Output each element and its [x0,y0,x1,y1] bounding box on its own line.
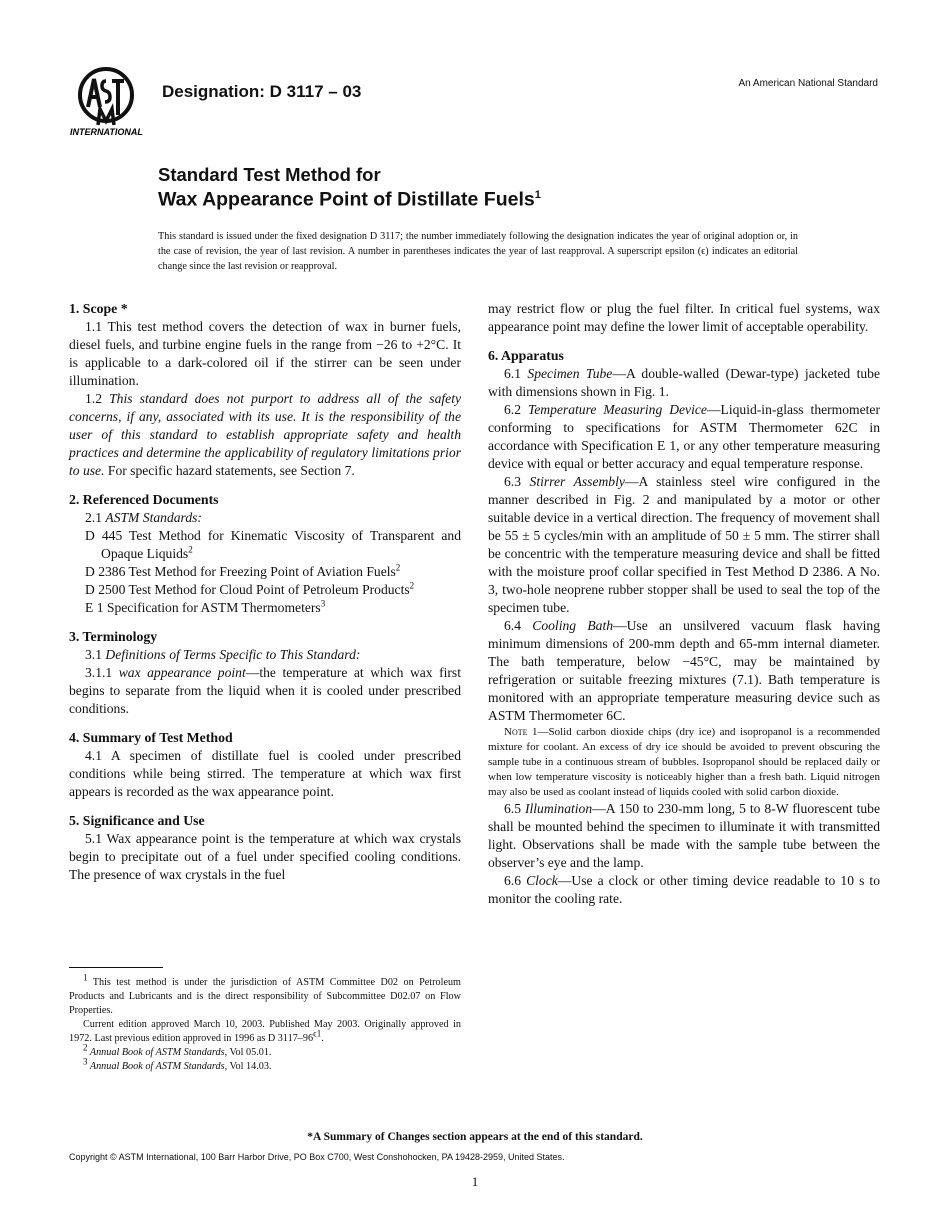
copyright: Copyright © ASTM International, 100 Barr Harbor Drive, PO Box C700, West Conshohocken, PA 19428-2959, United States. [69,1152,565,1162]
paragraph: 6.5 Illumination—A 150 to 230-mm long, 5 to 8-W fluorescent tube shall be mounted behind the specimen to illuminate it with transmitted light. Observations shall be made with the sample tube between the observer’s eye and the lamp. [488,801,880,870]
paragraph: 6.3 Stirrer Assembly—A stainless steel wire configured in the manner described in Fig. 2 and manipulated by a motor or other suitable device in a vertical direction. The frequency of movement shall be 55 ± 5 cycles/min with an amplitude of 50 ± 5 mm. The stirrer shall be concentric with the temperature measuring device and shall be fitted with the moisture proof collar specified in Test Method D 2386. A No. 3, two-hole neoprene rubber stopper shall be used to seal the top of the specimen tube. [488,474,880,615]
title-line-2: Wax Appearance Point of Distillate Fuels$^1$ [158,188,541,211]
section-heading: 4. Summary of Test Method [69,730,233,745]
left-column [69,300,461,884]
paragraph: 3.1.1 wax appearance point—the temperature at which wax first begins to separate from the liquid when it is cooled under prescribed conditions. [69,665,461,716]
astm-logo [68,67,150,139]
paragraph: 6.2 Temperature Measuring Device—Liquid-in-glass thermometer conforming to specifications for ASTM Thermometer 62C in accordance with Specification E 1, or any other temperature measuring device with equal or better accuracy and equal temperature response. [488,402,880,471]
reference-item: D 445 Test Method for Kinematic Viscosity of Transparent and Opaque Liquids$^2$ [85,528,461,561]
paragraph: may restrict flow or plug the fuel filter. In critical fuel systems, wax appearance point may define the lower limit of acceptable operability. [488,301,880,334]
note: Note 1—Solid carbon dioxide chips (dry ice) and isopropanol is a recommended mixture for coolant. An excess of dry ice should be avoided to prevent obscuring the sample tube in a continuous stream of bubbles. Isopropanol should be replaced daily or when low temperature viscosity is noticeably higher than a fresh bath. Liquid nitrogen may also be used as coolant instead of liquids cooled with solid carbon dioxide. [488,726,880,798]
paragraph: 1.2 This standard does not purport to address all of the safety concerns, if any, associated with its use. It is the responsibility of the user of this standard to establish appropriate safety and health practices and determine the applicability of regulatory limitations prior to use. For specific hazard statements, see Section 7. [69,391,462,478]
footnote: $^1$ This test method is under the jurisdiction of ASTM Committee D02 on Petroleum Products and Lubricants and is the direct responsibility of Subcommittee D02.07 on Flow Properties. [69,972,461,1016]
footnote: $^3$ Annual Book of ASTM Standards, Vol 14.03. [83,1056,272,1072]
paragraph: 5.1 Wax appearance point is the temperature at which wax crystals begin to precipitate out of a fuel under specified cooling conditions. The presence of wax crystals in the fuel [69,831,461,882]
reference-item: E 1 Specification for ASTM Thermometers$^3$ [85,598,326,615]
paragraph: 6.1 Specimen Tube—A double-walled (Dewar-type) jacketed tube with dimensions shown in Fig. 1. [488,366,881,399]
section-heading: 5. Significance and Use [69,813,205,828]
footnote: Current edition approved March 10, 2003. Published May 2003. Originally approved in 1972. Last previous edition approved in 1996 as D $3117-96^{\epsilon 1}$. [69,1019,461,1044]
paragraph: 4.1 A specimen of distillate fuel is cooled under prescribed conditions while being stirred. The temperature at which wax first appears is recorded as the wax appearance point. [69,748,461,799]
footnotes [69,972,461,1074]
paragraph: 1.1 This test method covers the detection of wax in burner fuels, diesel fuels, and turbine engine fuels in the range from −26 to +2°C. It is applicable to a dark-colored oil if the stirrer can be seen under illumination. [69,319,461,388]
footnote: $^2$ Annual Book of ASTM Standards, Vol 05.01. [83,1042,272,1058]
reference-item: D 2386 Test Method for Freezing Point of Aviation Fuels$^2$ [85,562,401,579]
page-title [158,164,541,211]
footnote-rule [69,967,163,968]
reference-item: D 2500 Test Method for Cloud Point of Petroleum Products$^2$ [85,580,415,597]
section-heading: 3. Terminology [69,629,158,644]
summary-of-changes-note: *A Summary of Changes section appears at the end of this standard. [307,1131,643,1143]
page-number: 1 [471,1174,479,1189]
designation: Designation: D 3117 – 03 [162,82,362,101]
american-national-standard-label: An American National Standard [738,78,878,89]
paragraph: 6.6 Clock—Use a clock or other timing device readable to 10 s to monitor the cooling rate. [488,873,881,906]
section-heading: 2. Referenced Documents [69,492,219,507]
paragraph: 2.1 ASTM Standards: [85,510,202,525]
section-heading: 6. Apparatus [488,348,564,363]
section-heading: 1. Scope * [69,301,128,316]
paragraph: 6.4 Cooling Bath—Use an unsilvered vacuum flask having minimum dimensions of 200-mm depth and 65-mm internal diameter. The bath temperature, below −45°C, may be maintained by refrigeration or suitable freezing mixtures (7.1). Bath temperature is monitored with an appropriate temperature measuring device such as ASTM Thermometer 6C. [488,618,880,723]
svg-text:INTERNATIONAL: INTERNATIONAL [70,127,143,137]
issuance-statement: This standard is issued under the fixed designation D 3117; the number immediately following the designation indicates the year of original adoption or, in the case of revision, the year of last revision. A number in parentheses indicates the year of last reapproval. A superscript epsilon (ϵ) indicates an editorial change since the last revision or reapproval. [158,231,798,272]
right-column [488,300,880,908]
title-line-1: Standard Test Method for [158,164,381,185]
paragraph: 3.1 Definitions of Terms Specific to This Standard: [85,647,361,662]
